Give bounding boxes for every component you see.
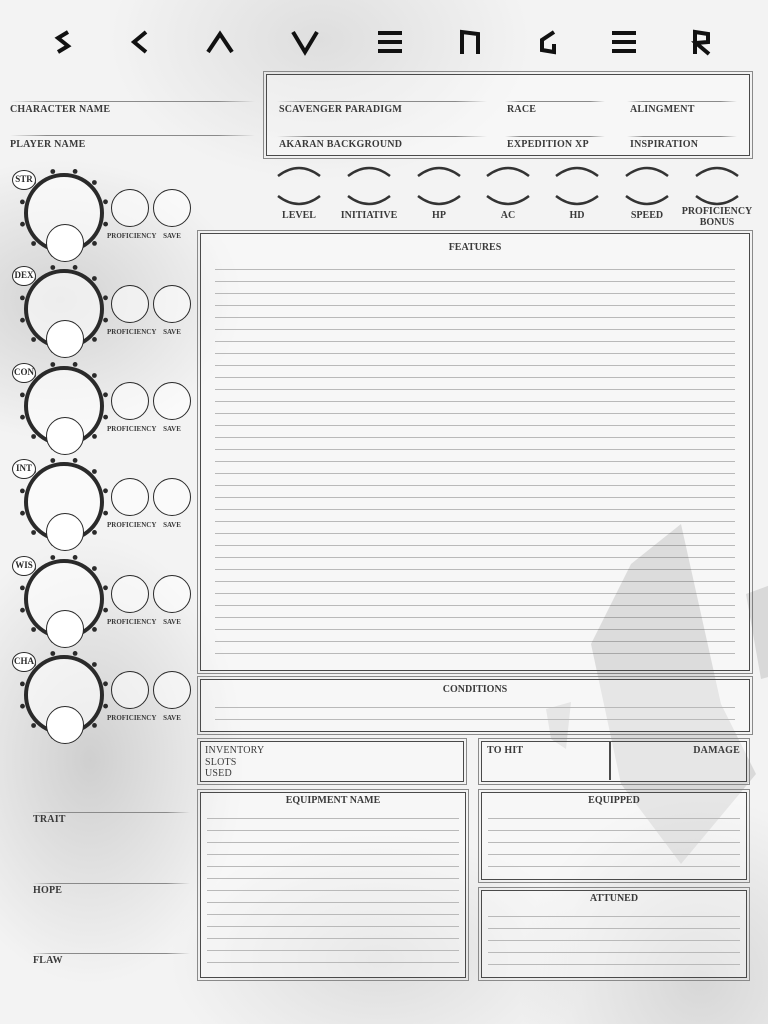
xp-label: EXPEDITION XP	[507, 139, 589, 150]
equipment-lines	[207, 807, 459, 973]
background-label: AKARAN BACKGROUND	[279, 139, 403, 150]
stat-hd-label: HD	[569, 210, 585, 221]
background-field[interactable]	[277, 136, 487, 137]
ability-cha-proficiency[interactable]	[111, 671, 149, 709]
ability-con-proficiency-label: PROFICIENCY	[107, 425, 157, 433]
to-hit-label: TO HIT	[487, 745, 524, 756]
title-letter-v	[285, 22, 325, 62]
trait-label: TRAIT	[33, 814, 66, 825]
stat-ac-label: AC	[500, 210, 516, 221]
ability-wis-save-label: SAVE	[163, 618, 181, 626]
ability-wis-modifier[interactable]	[46, 610, 84, 648]
equipped-lines	[488, 807, 740, 875]
ability-wis-proficiency[interactable]	[111, 575, 149, 613]
ability-int-proficiency-label: PROFICIENCY	[107, 521, 157, 529]
ability-str	[10, 170, 195, 262]
ability-cha-abbr: CHA	[12, 652, 36, 672]
features-box[interactable]	[200, 233, 750, 671]
paradigm-label: SCAVENGER PARADIGM	[279, 104, 402, 115]
player-name-field[interactable]	[10, 135, 255, 136]
title-letter-n	[450, 22, 490, 62]
title-letter-e	[370, 22, 410, 62]
conditions-lines	[215, 696, 735, 727]
title-letter-s	[44, 22, 84, 62]
title-letter-r	[682, 22, 722, 62]
alignment-field[interactable]	[627, 101, 737, 102]
equipped-title: EQUIPPED	[588, 795, 640, 806]
ability-wis-abbr: WIS	[12, 556, 36, 576]
inspiration-field[interactable]	[627, 136, 737, 137]
ability-str-proficiency-label: PROFICIENCY	[107, 232, 157, 240]
ability-con-abbr: CON	[12, 363, 36, 383]
ability-int-modifier[interactable]	[46, 513, 84, 551]
title-letter-g	[528, 22, 568, 62]
conditions-title: CONDITIONS	[442, 684, 508, 695]
attuned-title: ATTUNED	[589, 893, 639, 904]
stat-proficiency-bonus[interactable]	[682, 158, 752, 230]
ability-dex-save-label: SAVE	[163, 328, 181, 336]
ability-con-save[interactable]	[153, 382, 191, 420]
attack-divider	[609, 742, 611, 780]
features-title: FEATURES	[448, 242, 502, 253]
title-letter-e2	[604, 22, 644, 62]
hope-field[interactable]	[32, 883, 190, 884]
ability-dex-proficiency[interactable]	[111, 285, 149, 323]
player-name-label: PLAYER NAME	[10, 139, 86, 150]
flaw-field[interactable]	[32, 953, 190, 954]
paradigm-field[interactable]	[277, 101, 487, 102]
ability-str-proficiency[interactable]	[111, 189, 149, 227]
inventory-label-line3: USED	[205, 768, 232, 779]
race-label: RACE	[507, 104, 537, 115]
ability-dex-save[interactable]	[153, 285, 191, 323]
character-name-field[interactable]	[10, 101, 255, 102]
flaw-label: FLAW	[33, 955, 63, 966]
xp-field[interactable]	[505, 136, 605, 137]
ability-cha-save-label: SAVE	[163, 714, 181, 722]
attuned-box[interactable]	[481, 890, 747, 978]
ability-int-proficiency[interactable]	[111, 478, 149, 516]
ability-dex-modifier[interactable]	[46, 320, 84, 358]
equipped-box[interactable]	[481, 792, 747, 880]
alignment-label: ALINGMENT	[630, 104, 695, 115]
ability-dex	[10, 266, 195, 358]
race-field[interactable]	[505, 101, 605, 102]
stat-level-label: LEVEL	[282, 210, 316, 221]
attuned-lines	[488, 905, 740, 973]
stat-proficiency-bonus-label: PROFICIENCY BONUS	[681, 206, 753, 228]
ability-con-proficiency[interactable]	[111, 382, 149, 420]
ability-int	[10, 459, 195, 551]
inventory-label-line1: INVENTORY	[205, 745, 265, 756]
equipment-box[interactable]	[200, 792, 466, 978]
header-info-box	[266, 74, 750, 156]
ability-dex-abbr: DEX	[12, 266, 36, 286]
title-letter-c	[120, 22, 160, 62]
inventory-label-line2: SLOTS	[205, 756, 237, 768]
equipment-title: EQUIPMENT NAME	[285, 795, 381, 806]
stat-speed-label: SPEED	[630, 210, 664, 221]
inspiration-label: INSPIRATION	[630, 139, 699, 150]
ability-wis-save[interactable]	[153, 575, 191, 613]
ability-cha-modifier[interactable]	[46, 706, 84, 744]
attack-box[interactable]	[481, 741, 747, 782]
ability-wis	[10, 556, 195, 648]
inventory-slots-label	[205, 745, 264, 780]
ability-cha	[10, 652, 195, 744]
ability-str-save-label: SAVE	[163, 232, 181, 240]
hope-label: HOPE	[33, 885, 63, 896]
conditions-box[interactable]	[200, 679, 750, 732]
ability-cha-save[interactable]	[153, 671, 191, 709]
ability-int-abbr: INT	[12, 459, 36, 479]
damage-label: DAMAGE	[693, 745, 740, 756]
ability-con-modifier[interactable]	[46, 417, 84, 455]
ability-str-modifier[interactable]	[46, 224, 84, 262]
ability-str-abbr: STR	[12, 170, 36, 190]
character-name-label: CHARACTER NAME	[10, 104, 111, 115]
ability-int-save[interactable]	[153, 478, 191, 516]
title-letter-a	[200, 22, 240, 62]
ability-str-save[interactable]	[153, 189, 191, 227]
ability-wis-proficiency-label: PROFICIENCY	[107, 618, 157, 626]
trait-field[interactable]	[32, 812, 190, 813]
ability-dex-proficiency-label: PROFICIENCY	[107, 328, 157, 336]
ability-con-save-label: SAVE	[163, 425, 181, 433]
inventory-slots-box[interactable]	[200, 741, 464, 782]
ability-cha-proficiency-label: PROFICIENCY	[107, 714, 157, 722]
ability-int-save-label: SAVE	[163, 521, 181, 529]
ability-con	[10, 363, 195, 455]
stat-hp-label: HP	[432, 210, 446, 221]
stat-initiative-label: INITIATIVE	[340, 210, 398, 221]
